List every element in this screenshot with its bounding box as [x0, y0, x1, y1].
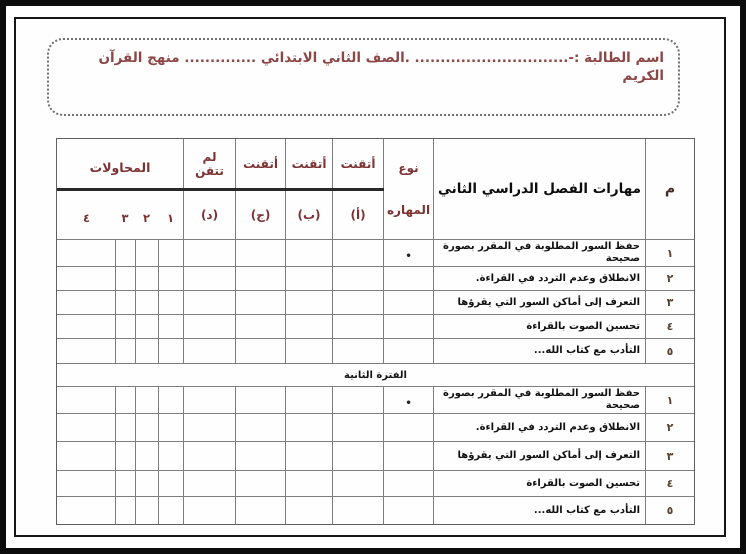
grade-b-cell — [286, 315, 333, 339]
grade-c-cell — [236, 240, 286, 267]
assessment-table — [56, 138, 695, 525]
skill-type-cell — [384, 315, 434, 339]
grade-c-cell — [236, 291, 286, 315]
attempt-4-cell — [57, 291, 116, 315]
table-header-row-1 — [57, 139, 695, 190]
attempt-2-cell — [136, 240, 159, 267]
grade-a-cell — [333, 414, 384, 442]
table-row — [57, 315, 695, 339]
grade-a-cell — [333, 315, 384, 339]
table-row — [57, 442, 695, 471]
skill-text: الانطلاق وعدم التردد في القراءة. — [434, 267, 646, 291]
grade-d-header — [184, 139, 236, 190]
attempt-4-cell — [57, 471, 116, 497]
table-row — [57, 497, 695, 525]
grade-d-cell — [184, 387, 236, 414]
attempt-1-cell — [159, 291, 184, 315]
grade-a-label: أتقنت — [340, 156, 376, 171]
attempt-2-cell — [136, 442, 159, 471]
attempt-1-cell — [159, 267, 184, 291]
attempt-1-cell — [159, 442, 184, 471]
grade-b-cell — [286, 442, 333, 471]
skill-type-cell — [384, 387, 434, 414]
attempt-3-cell — [116, 497, 136, 525]
skill-text: تحسين الصوت بالقراءة — [434, 471, 646, 497]
row-number: ٣ — [646, 442, 695, 471]
attempt-4-cell — [57, 414, 116, 442]
attempt-4-cell — [57, 240, 116, 267]
row-number: ٤ — [646, 471, 695, 497]
table-row — [57, 414, 695, 442]
attempt-number-2: ٢ — [143, 211, 151, 225]
attempt-1-cell — [159, 315, 184, 339]
skill-type-cell — [384, 471, 434, 497]
grade-b-letter: (ب) — [286, 190, 333, 240]
attempt-2-cell — [136, 497, 159, 525]
attempt-number-4: ٤ — [83, 211, 91, 225]
grade-c-cell — [236, 442, 286, 471]
skill-text: التأدب مع كتاب الله... — [434, 339, 646, 364]
grade-a-header — [333, 139, 384, 190]
grade-a-cell — [333, 471, 384, 497]
grade-b-cell — [286, 339, 333, 364]
skill-type-header — [384, 139, 434, 240]
grade-c-letter: (ج) — [236, 190, 286, 240]
table-row — [57, 387, 695, 414]
skill-type-cell — [384, 240, 434, 267]
attempt-numbers-row — [57, 211, 183, 225]
grade-d-cell — [184, 315, 236, 339]
attempt-3-cell — [116, 240, 136, 267]
attempt-1-cell — [159, 497, 184, 525]
grade-d-cell — [184, 471, 236, 497]
skill-text: حفظ السور المطلوبة في المقرر بصورة صحيحة — [434, 240, 646, 267]
row-number: ٤ — [646, 315, 695, 339]
grade-c-cell — [236, 414, 286, 442]
attempt-2-cell — [136, 267, 159, 291]
table-title: مهارات الفصل الدراسي الثاني — [434, 139, 646, 240]
table-row — [57, 240, 695, 267]
skill-text: الانطلاق وعدم التردد في القراءة. — [434, 414, 646, 442]
attempt-1-cell — [159, 414, 184, 442]
skill-text: حفظ السور المطلوبة في المقرر بصورة صحيحة — [434, 387, 646, 414]
table-row — [57, 267, 695, 291]
grade-d-cell — [184, 414, 236, 442]
grade-a-cell — [333, 240, 384, 267]
grade-a-cell — [333, 442, 384, 471]
attempt-4-cell — [57, 387, 116, 414]
skill-text: التأدب مع كتاب الله... — [434, 497, 646, 525]
table-row — [57, 471, 695, 497]
table-row — [57, 291, 695, 315]
skill-type-cell — [384, 414, 434, 442]
grade-b-cell — [286, 267, 333, 291]
attempt-2-cell — [136, 315, 159, 339]
attempt-4-cell — [57, 497, 116, 525]
bullet-marker: • — [405, 397, 412, 409]
grade-d-label-line1: لم — [202, 149, 217, 164]
grade-a-cell — [333, 387, 384, 414]
bullet-marker: • — [405, 250, 412, 262]
row-number: ٥ — [646, 497, 695, 525]
skill-type-cell — [384, 291, 434, 315]
grade-b-label: أتقنت — [291, 156, 327, 171]
skill-text: تحسين الصوت بالقراءة — [434, 315, 646, 339]
grade-c-cell — [236, 387, 286, 414]
grade-c-cell — [236, 471, 286, 497]
attempt-3-cell — [116, 315, 136, 339]
grade-c-label: أتقنت — [243, 156, 278, 171]
skill-type-line1: نوع — [398, 161, 419, 175]
attempt-3-cell — [116, 471, 136, 497]
grade-b-header — [286, 139, 333, 190]
attempt-1-cell — [159, 339, 184, 364]
skill-text: التعرف إلى أماكن السور التي يقرؤها — [434, 442, 646, 471]
row-number: ٥ — [646, 339, 695, 364]
grade-b-cell — [286, 414, 333, 442]
row-number: ٣ — [646, 291, 695, 315]
grade-c-cell — [236, 315, 286, 339]
attempt-3-cell — [116, 339, 136, 364]
grade-b-cell — [286, 497, 333, 525]
attempt-3-cell — [116, 267, 136, 291]
row-number: ١ — [646, 240, 695, 267]
grade-b-cell — [286, 240, 333, 267]
attempt-4-cell — [57, 315, 116, 339]
grade-a-cell — [333, 497, 384, 525]
grade-b-cell — [286, 387, 333, 414]
attempt-2-cell — [136, 339, 159, 364]
attempt-2-cell — [136, 471, 159, 497]
attempt-2-cell — [136, 387, 159, 414]
attempt-2-cell — [136, 291, 159, 315]
attempt-number-3: ٣ — [121, 211, 129, 225]
grade-a-cell — [333, 291, 384, 315]
attempt-4-cell — [57, 442, 116, 471]
attempt-3-cell — [116, 442, 136, 471]
attempt-3-cell — [116, 291, 136, 315]
skill-type-cell — [384, 267, 434, 291]
attempt-1-cell — [159, 471, 184, 497]
grade-a-cell — [333, 267, 384, 291]
attempt-1-cell — [159, 387, 184, 414]
student-info-text: اسم الطالبة :-.............................. .الصف الثاني الابتدائي .............. منهج القرآن الكريم — [98, 50, 664, 84]
attempts-header: المحاولات — [57, 139, 184, 190]
attempt-4-cell — [57, 339, 116, 364]
grade-b-cell — [286, 471, 333, 497]
grade-a-cell — [333, 339, 384, 364]
attempt-1-cell — [159, 240, 184, 267]
skill-type-cell — [384, 497, 434, 525]
attempt-number-1: ١ — [167, 211, 175, 225]
grade-a-letter: (أ) — [333, 190, 384, 240]
skill-type-cell — [384, 339, 434, 364]
skill-type-cell — [384, 442, 434, 471]
attempt-2-cell — [136, 414, 159, 442]
grade-d-cell — [184, 442, 236, 471]
attempt-3-cell — [116, 387, 136, 414]
attempt-numbers-header — [57, 190, 184, 240]
grade-c-cell — [236, 497, 286, 525]
number-column-header: م — [646, 139, 695, 240]
grade-c-header — [236, 139, 286, 190]
table-row — [57, 339, 695, 364]
section-divider-label: الفترة الثانية — [57, 364, 695, 387]
grade-c-cell — [236, 267, 286, 291]
grade-d-label-line2: تتقن — [195, 163, 224, 178]
grade-d-cell — [184, 339, 236, 364]
row-number: ٢ — [646, 414, 695, 442]
skill-text: التعرف إلى أماكن السور التي يقرؤها — [434, 291, 646, 315]
attempt-3-cell — [116, 414, 136, 442]
skill-type-line2: المهاره — [386, 203, 431, 217]
attempt-4-cell — [57, 267, 116, 291]
grade-d-cell — [184, 291, 236, 315]
grade-d-cell — [184, 497, 236, 525]
row-number: ١ — [646, 387, 695, 414]
section-divider-row — [57, 364, 695, 387]
grade-c-cell — [236, 339, 286, 364]
grade-d-cell — [184, 267, 236, 291]
grade-d-letter: (د) — [184, 190, 236, 240]
row-number: ٢ — [646, 267, 695, 291]
grade-b-cell — [286, 291, 333, 315]
student-info-box — [47, 38, 680, 116]
grade-d-cell — [184, 240, 236, 267]
